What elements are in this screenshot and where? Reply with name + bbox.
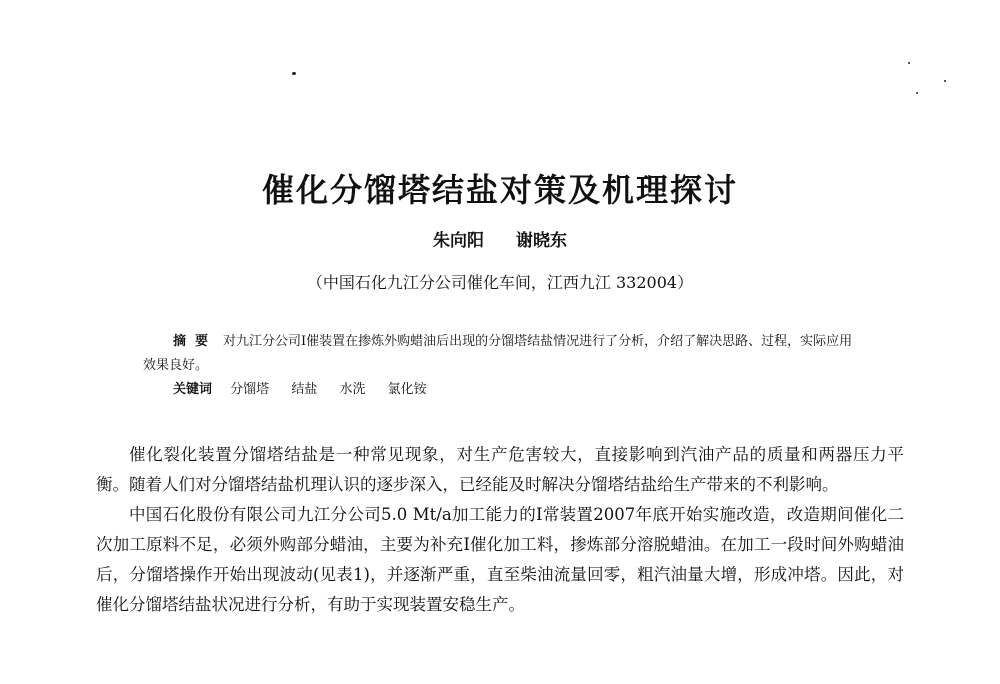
keyword: 分馏塔 [230,382,270,397]
body-paragraph: 催化裂化装置分馏塔结盐是一种常见现象，对生产危害较大，直接影响到汽油产品的质量和两器压力平衡。随着人们对分馏塔结盐机理认识的逐步深入，已经能及时解决分馏塔结盐给生产带来的不利影响。 [96,445,904,494]
keywords-label: 关键词 [173,382,213,397]
author-name: 朱向阳 [433,231,485,251]
abstract-block [143,330,863,402]
scan-speck [908,62,910,64]
abstract-label: 摘要 [173,334,218,349]
keywords-line [173,378,863,402]
keyword: 氯化铵 [387,382,427,397]
author-line [0,230,1000,252]
affiliation: （中国石化九江分公司催化车间，江西九江 332004） [306,273,694,292]
scan-speck [292,72,296,75]
paper-title: 催化分馏塔结盐对策及机理探讨 [261,171,738,209]
body-paragraph: 中国石化股份有限公司九江分公司5.0 Mt/a加工能力的Ⅰ常装置2007年底开始实施改造，改造期间催化二次加工原料不足，必须外购部分蜡油，主要为补充Ⅰ催化加工料，掺炼部分溶脱蜡油。在加工一段时间外购蜡油后，分馏塔操作开始出现波动(见表1)，并逐渐严重，直至柴油流量回零，粗汽油量大增，形成冲塔。因此，对催化分馏塔结盐状况进行分析，有助于实现装置安稳生产。 [96,505,904,614]
abstract-paragraph [143,330,863,378]
keyword: 结盐 [291,382,318,397]
body-text [96,440,904,620]
author-name: 谢晓东 [515,231,567,251]
scan-speck [916,92,918,94]
abstract-text: 对九江分公司Ⅰ催装置在掺炼外购蜡油后出现的分馏塔结盐情况进行了分析，介绍了解决思路、过程，实际应用效果良好。 [143,334,853,373]
scan-speck [944,80,946,82]
keyword: 水洗 [339,382,366,397]
